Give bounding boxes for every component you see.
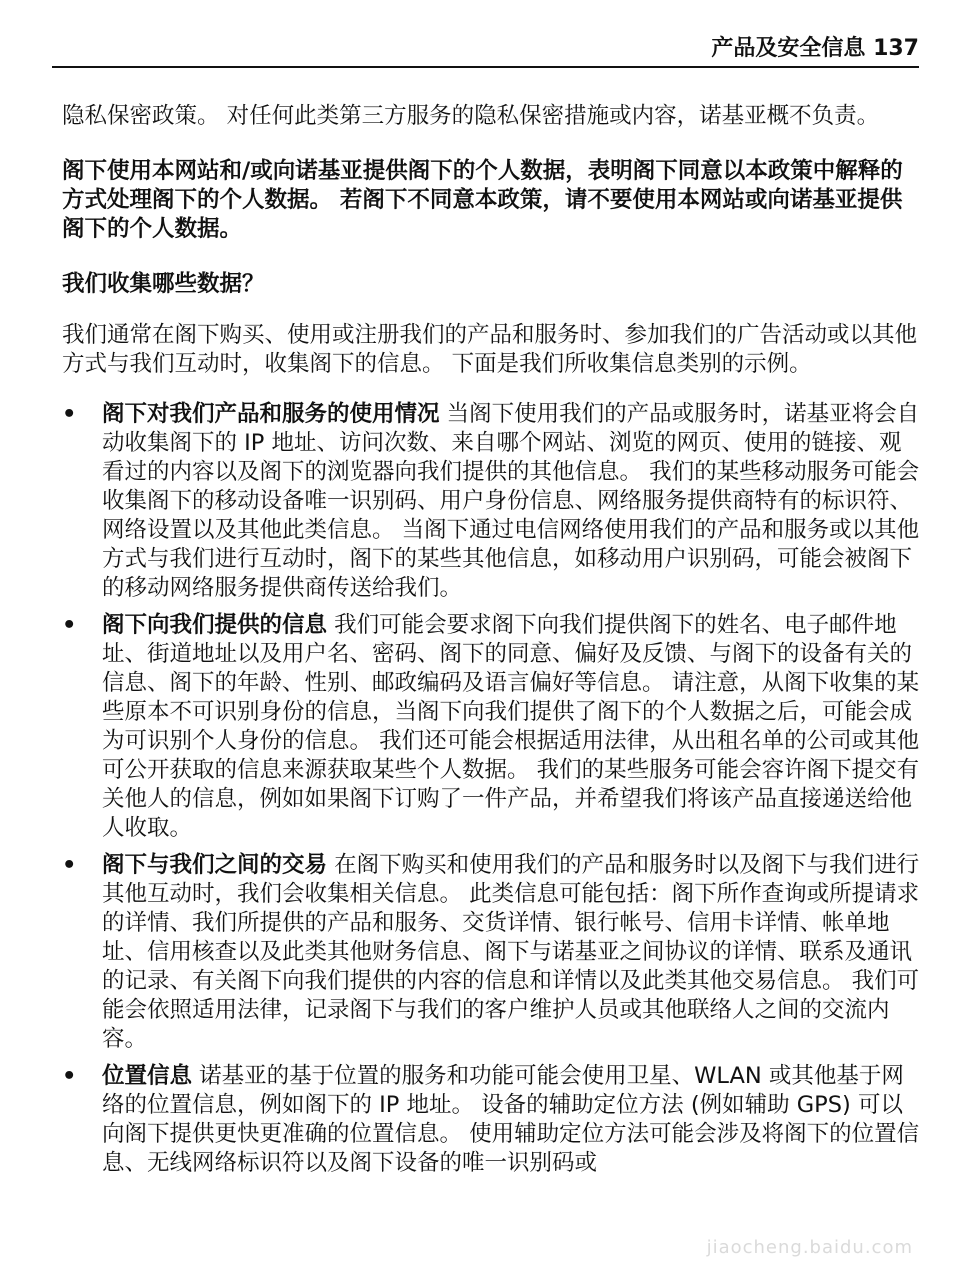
list-item-text: 在阁下购买和使用我们的产品和服务时以及阁下与我们进行其他互动时，我们会收集相关信息。 此类信息可能包括：阁下所作查询或所提请求的详情、我们所提供的产品和服务、交货详情、银行帐号、信用卡详情、帐单地址、信用核查以及此类其他财务信息、阁下与诺基亚之间协议的详情、联系及通讯的记录、有关阁下向我们提供的内容的信息和详情以及此类其他交易信息。 我们可能会依照适用法律，记录阁下与我们的客户维护人员或其他联络人之间的交流内容。 xyxy=(102,852,920,1052)
list-item xyxy=(62,851,920,1054)
consent-paragraph: 阁下使用本网站和/或向诺基亚提供阁下的个人数据，表明阁下同意以本政策中解释的方式处理阁下的个人数据。 若阁下不同意本政策，请不要使用本网站或向诺基亚提供阁下的个人数据。 xyxy=(62,158,903,242)
list-item-title: 阁下向我们提供的信息 xyxy=(102,612,328,638)
section-heading: 我们收集哪些数据？ xyxy=(62,271,265,297)
list-item xyxy=(62,400,920,603)
list-item-text: 诺基亚的基于位置的服务和功能可能会使用卫星、WLAN 或其他基于网络的位置信息，例如阁下的 IP 地址。 设备的辅助定位方法 (例如辅助 GPS) 可以向阁下提供更快更准确的位置信息。 使用辅助定位方法可能会涉及将阁下的位置信息、无线网络标识符以及阁下设备的唯一识别码或 xyxy=(102,1063,920,1176)
watermark: jiaocheng.baidu.com xyxy=(706,1237,913,1258)
bullet: • xyxy=(62,852,77,878)
list-item xyxy=(62,1062,920,1178)
list-item-text: 我们可能会要求阁下向我们提供阁下的姓名、电子邮件地址、街道地址以及用户名、密码、阁下的同意、偏好及反馈、与阁下的设备有关的信息、阁下的年龄、性别、邮政编码及语言偏好等信息。 请注意，从阁下收集的某些原本不可识别身份的信息，当阁下向我们提供了阁下的个人数据之后，可能会成为可识别个人身份的信息。 我们还可能会根据适用法律，从出租名单的公司或其他可公开获取的信息来源获取某些个人数据。 我们的某些服务可能会容许阁下提交有关他人的信息，例如如果阁下订购了一件产品，并希望我们将该产品直接递送给他人收取。 xyxy=(102,612,920,841)
bullet: • xyxy=(62,401,77,427)
list-item-title: 阁下对我们产品和服务的使用情况 xyxy=(102,401,440,427)
list-item-text: 当阁下使用我们的产品或服务时，诺基亚将会自动收集阁下的 IP 地址、访问次数、来自哪个网站、浏览的网页、使用的链接、观看过的内容以及阁下的浏览器向我们提供的其他信息。 我们的某些移动服务可能会收集阁下的移动设备唯一识别码、用户身份信息、网络服务提供商特有的标识符、网络设置以及其他此类信息。 当阁下通过电信网络使用我们的产品和服务或以其他方式与我们进行互动时，阁下的某些其他信息，如移动用户识别码，可能会被阁下的移动网络服务提供商传送给我们。 xyxy=(102,401,920,601)
header-title: 产品及安全信息 137 xyxy=(711,36,919,61)
bullet: • xyxy=(62,612,77,638)
section-intro-paragraph: 我们通常在阁下购买、使用或注册我们的产品和服务时、参加我们的广告活动或以其他方式与我们互动时，收集阁下的信息。 下面是我们所收集信息类别的示例。 xyxy=(62,322,918,377)
list-item-title: 阁下与我们之间的交易 xyxy=(102,852,328,878)
bullet: • xyxy=(62,1063,77,1089)
document-body xyxy=(62,102,920,1186)
list-item-title: 位置信息 xyxy=(102,1063,193,1089)
page-header xyxy=(52,36,919,68)
data-category-list xyxy=(62,400,920,1178)
list-item xyxy=(62,611,920,843)
intro-paragraph: 隐私保密政策。 对任何此类第三方服务的隐私保密措施或内容，诺基亚概不负责。 xyxy=(62,103,880,129)
